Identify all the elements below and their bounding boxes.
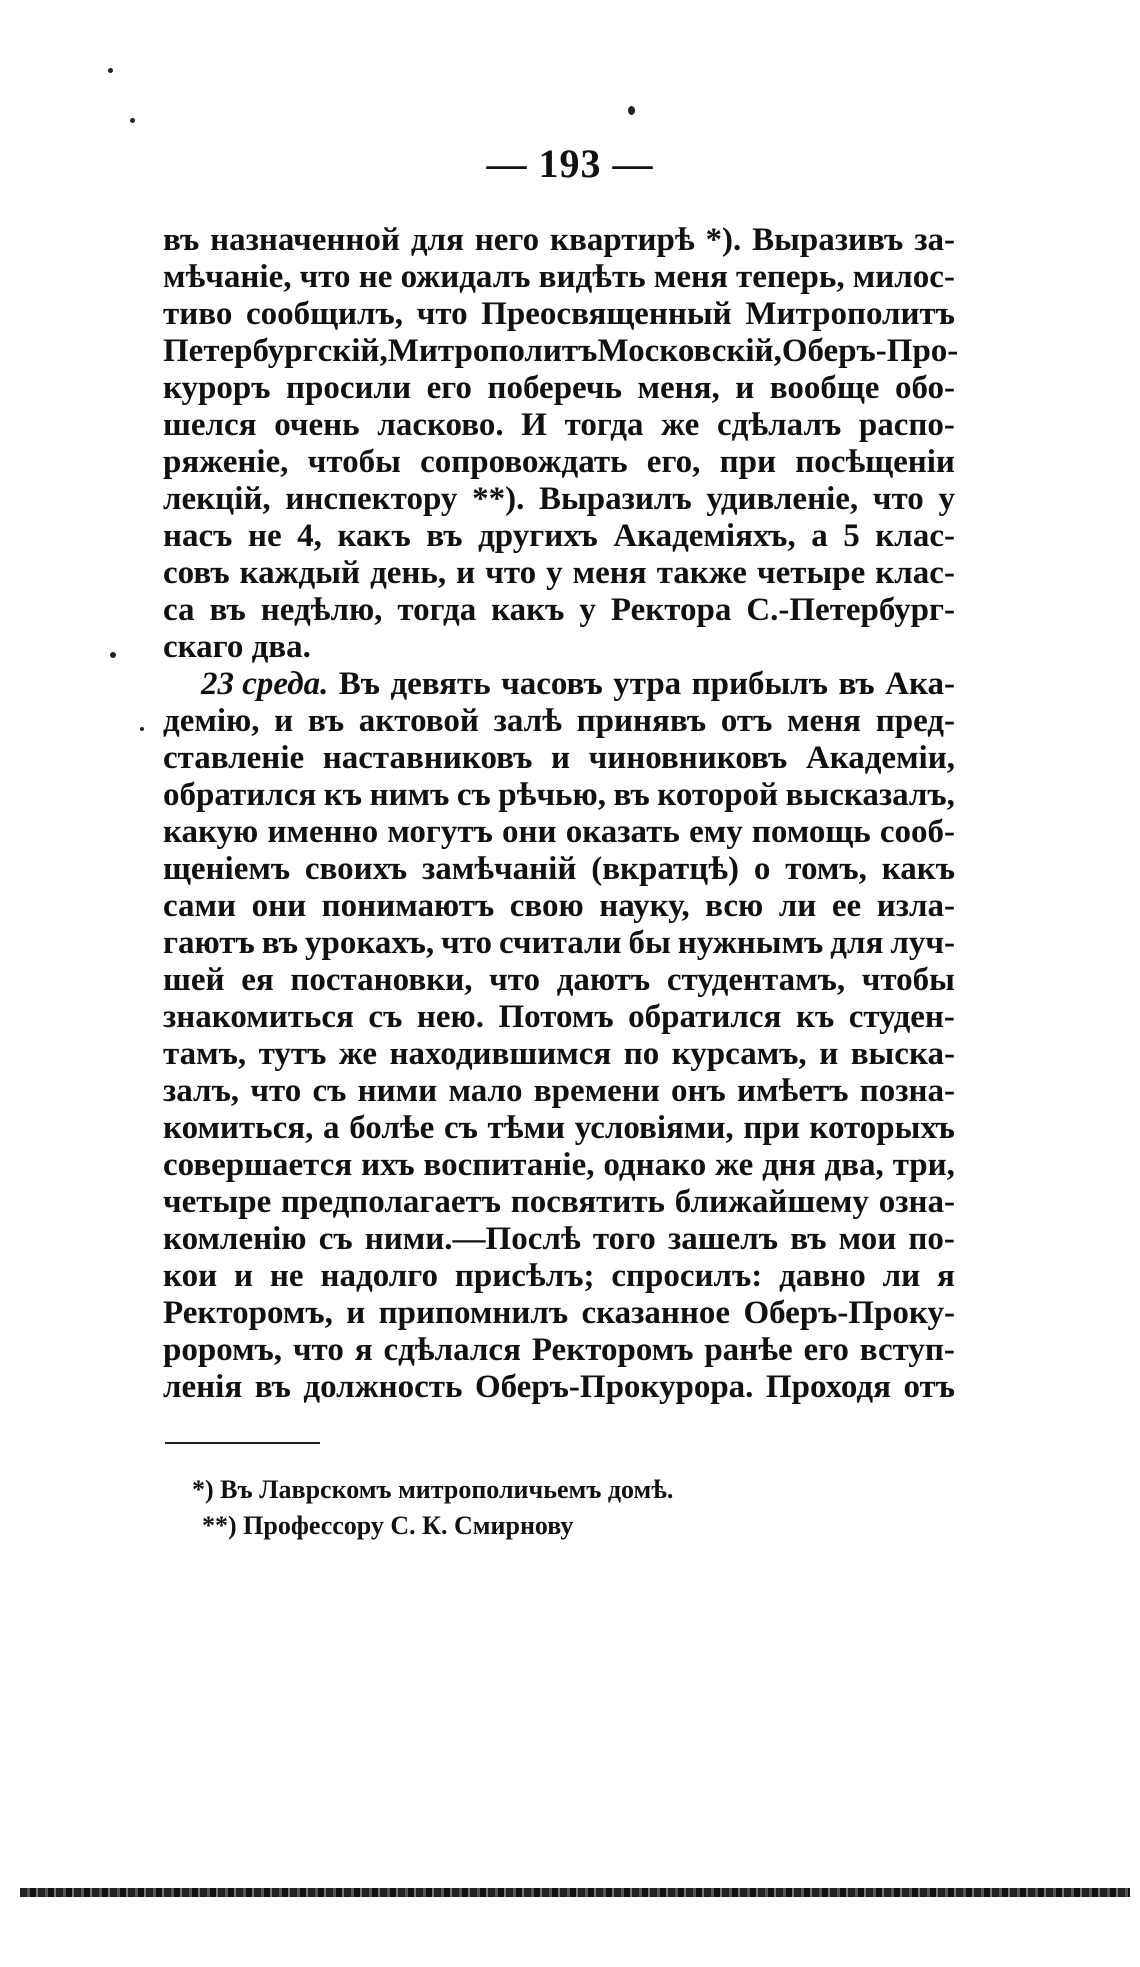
scan-speck <box>110 652 116 658</box>
text-line: мѣчаніе, что не ожидалъ видѣть меня теперь, милос- <box>163 259 955 295</box>
scan-speck <box>140 727 144 731</box>
text-line: тамъ, тутъ же находившимся по курсамъ, и выска- <box>163 1036 955 1072</box>
scan-speck <box>130 118 135 123</box>
text-line: залъ, что съ ними мало времени онъ имѣетъ позна- <box>163 1073 955 1109</box>
text-line: насъ не 4, какъ въ другихъ Академіяхъ, а 5 клас- <box>163 518 955 554</box>
footnotes <box>192 1472 812 1544</box>
text-line: са въ недѣлю, тогда какъ у Ректора С.-Петербург- <box>163 592 955 628</box>
footnote-2: **) Профессору С. К. Смирнову <box>202 1511 574 1540</box>
text-line: кои и не надолго присѣлъ; спросилъ: давно ли я <box>163 1258 955 1294</box>
footnote-1: *) Въ Лаврскомъ митрополичьемъ домѣ. <box>192 1475 674 1504</box>
text-line: четыре предполагаетъ посвятить ближайшему озна- <box>163 1184 955 1220</box>
scan-speck <box>628 106 635 115</box>
text-line: демію, и въ актовой залѣ принявъ отъ меня пред- <box>163 703 955 739</box>
text-line: ряженіе, чтобы сопровождать его, при посѣщеніи <box>163 444 955 480</box>
text-line: какую именно могутъ они оказать ему помощь сооб- <box>163 814 955 850</box>
text-line: тиво сообщилъ, что Преосвященный Митрополитъ <box>163 296 955 332</box>
text-line: гаютъ въ урокахъ, что считали бы нужнымъ для луч- <box>163 925 955 961</box>
text-line: шелся очень ласково. И тогда же сдѣлалъ распо- <box>163 407 955 443</box>
text-line: куроръ просили его поберечь меня, и вообще обо- <box>163 370 955 406</box>
text-line: комленію съ ними.—Послѣ того зашелъ въ мои по- <box>163 1221 955 1257</box>
text-line: сами они понимаютъ свою науку, всю ли ее изла- <box>163 888 955 924</box>
body-text <box>163 222 959 1406</box>
text-line: щеніемъ своихъ замѣчаній (вкратцѣ) о томъ, какъ <box>163 851 955 887</box>
text-line: скаго два. <box>163 629 311 665</box>
page-bottom-edge <box>20 1888 1130 1897</box>
text-line: совъ каждый день, и что у меня также четыре клас- <box>163 555 955 591</box>
footnote-divider <box>165 1442 320 1444</box>
text-line: ленія въ должность Оберъ-Прокурора. Проходя отъ <box>163 1369 955 1405</box>
text-line: знакомиться съ нею. Потомъ обратился къ студен- <box>163 999 955 1035</box>
text-line: 23 среда. Въ девять часовъ утра прибылъ въ Ака- <box>201 666 955 702</box>
text-line: комиться, а болѣе съ тѣми условіями, при которыхъ <box>163 1110 955 1146</box>
text-line: въ назначенной для него квартирѣ *). Выразивъ за- <box>163 222 955 258</box>
text-line: совершается ихъ воспитаніе, однако же дня два, три, <box>163 1147 955 1183</box>
entry-date: 23 среда. <box>201 666 329 702</box>
text-line: Петербургскій, Митрополитъ Московскій, Оберъ-Про- <box>163 333 959 369</box>
page-number: — 193 — <box>486 141 654 186</box>
text-line: обратился къ нимъ съ рѣчью, въ которой высказалъ, <box>163 777 955 813</box>
text-line: роромъ, что я сдѣлался Ректоромъ ранѣе его вступ- <box>163 1332 955 1368</box>
text-line: ставленіе наставниковъ и чиновниковъ Академіи, <box>163 740 955 776</box>
text-line: лекцій, инспектору **). Выразилъ удивленіе, что у <box>163 481 955 517</box>
text-line: Ректоромъ, и припомнилъ сказанное Оберъ-Проку- <box>163 1295 955 1331</box>
scan-speck <box>108 68 113 73</box>
text-line: шей ея постановки, что даютъ студентамъ, чтобы <box>163 962 955 998</box>
